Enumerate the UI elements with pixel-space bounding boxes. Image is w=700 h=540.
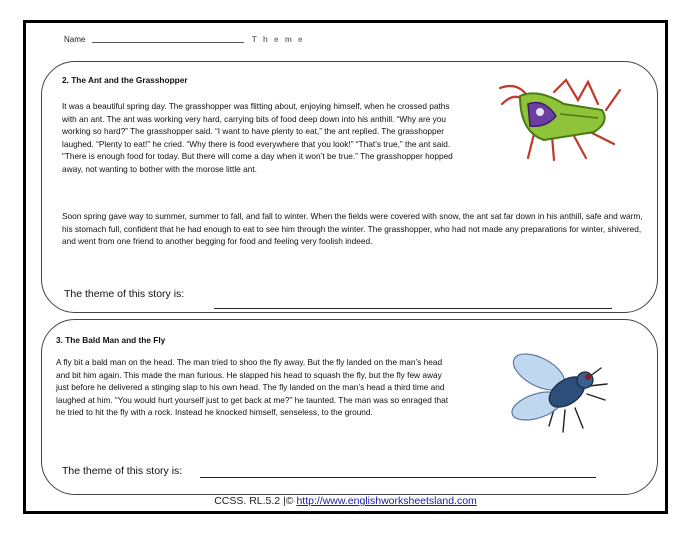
worksheet-header xyxy=(64,35,305,44)
story-text xyxy=(62,100,462,181)
theme-answer-line[interactable] xyxy=(214,308,612,309)
story-paragraph: It was a beautiful spring day. The grasshopper was flitting about, enjoying himself, when he crossed paths with an ant. The ant was working very hard, carrying bits of food deep down into his anthill. “Why are you working so hard?” The grasshopper said. “I want to have plenty to eat,” the ant replied. The grasshopper laughed. “Plenty to eat!” he cried. “Why there is food everywhere that you look!” “That’s true,” the ant said. “There is enough food for today. But there will come a day when it won’t be true.” The grasshopper hopped away, not wanting to bother with the morose little ant. xyxy=(62,101,453,174)
website-link[interactable]: http://www.englishworksheetsland.com xyxy=(296,495,477,507)
story-paragraph: A fly bit a bald man on the head. The man tried to shoo the fly away. But the fly landed on the man’s head and bit him again. This made the man furious. He slapped his head to squash the fly, but the fly few away just before he delivered a stinging slap to his own head. The fly landed on the man’s head a third time and laughed at him. “You would hurt yourself just to get back at me?” he taunted. The man was so enraged that he tried to hit the fly with a rock. Instead he knocked himself, senseless, to the ground. xyxy=(56,357,449,418)
story-title: 3. The Bald Man and the Fly xyxy=(56,335,166,345)
name-label: Name xyxy=(64,35,86,44)
theme-prompt: The theme of this story is: xyxy=(62,465,183,477)
grasshopper-illustration xyxy=(494,74,626,166)
fly-illustration xyxy=(509,346,613,438)
story-paragraph: Soon spring gave way to summer, summer to fall, and fall to winter. When the fields were covered with snow, the ant sat far down in his anthill, safe and warm, his stomach full, confident that he had enough to eat to see him through the winter. The grasshopper, who had not made any preparations for winter, shivered, and went from one friend to another begging for food and feeling very foolish indeed. xyxy=(62,211,643,247)
footer xyxy=(26,495,665,507)
theme-answer-line[interactable] xyxy=(200,477,596,478)
name-blank-line[interactable] xyxy=(92,42,244,43)
story-panel-ant-grasshopper xyxy=(41,61,658,313)
theme-prompt: The theme of this story is: xyxy=(64,288,185,300)
story-panel-bald-man-fly xyxy=(41,319,658,495)
worksheet-title: T h e m e xyxy=(251,35,305,44)
worksheet-frame xyxy=(23,20,668,514)
story-title: 2. The Ant and the Grasshopper xyxy=(62,75,188,85)
story-text-continued xyxy=(62,210,647,253)
standard-citation: CCSS. RL.5.2 |© xyxy=(214,495,297,507)
story-text xyxy=(56,356,456,424)
